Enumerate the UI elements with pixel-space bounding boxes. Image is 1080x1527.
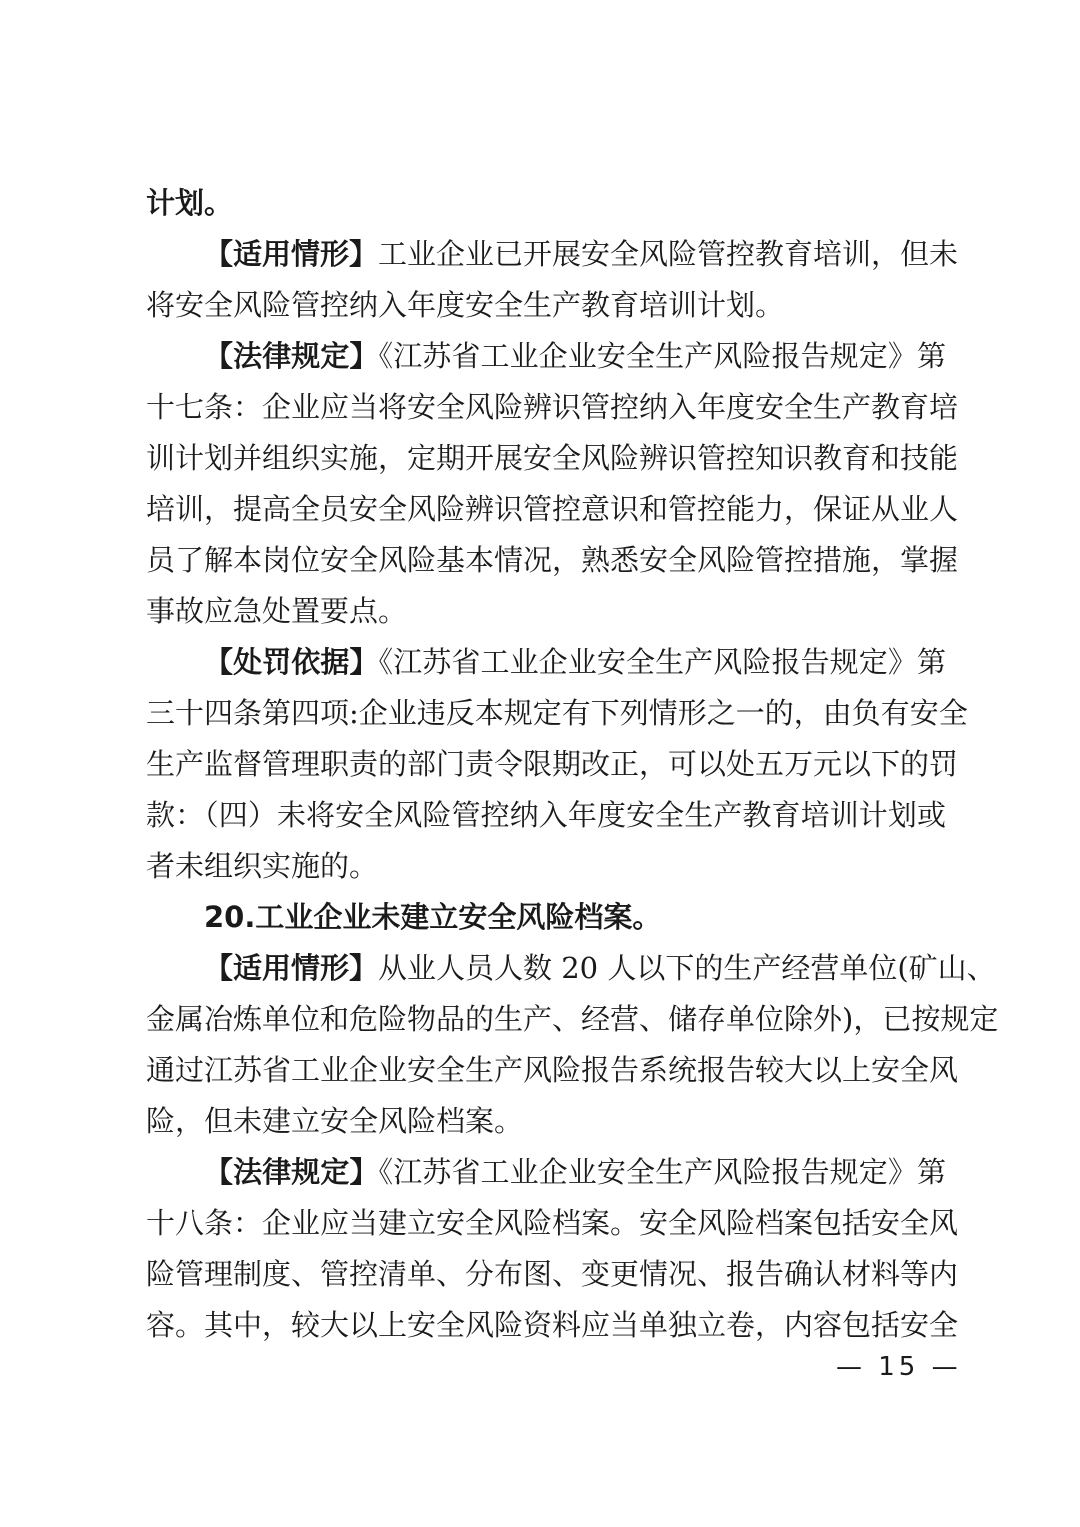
section-tag: 【法律规定】 bbox=[204, 1155, 379, 1189]
text-line bbox=[146, 637, 946, 688]
page-number: — 15 — bbox=[836, 1352, 962, 1382]
text-line: 款：（四）未将安全风险管控纳入年度安全生产教育培训计划或 bbox=[146, 798, 946, 832]
document-body bbox=[146, 178, 999, 1351]
section-tag: 【适用情形】 bbox=[204, 237, 379, 271]
text-line: 者未组织实施的。 bbox=[146, 849, 379, 883]
text-line: 十七条：企业应当将安全风险辨识管控纳入年度安全生产教育培 bbox=[146, 390, 959, 424]
text-line: 将安全风险管控纳入年度安全生产教育培训计划。 bbox=[146, 288, 785, 322]
text-line: 险，但未建立安全风险档案。 bbox=[146, 1104, 524, 1138]
text-line: 三十四条第四项:企业违反本规定有下列情形之一的，由负有安全 bbox=[146, 696, 968, 730]
text-line: 计划。 bbox=[146, 186, 234, 220]
line-text: 《江苏省工业企业安全生产风险报告规定》第 bbox=[378, 339, 946, 373]
text-line bbox=[146, 229, 959, 280]
line-text: 从业人员人数 20 人以下的生产经营单位(矿山、 bbox=[378, 951, 996, 985]
line-text: 《江苏省工业企业安全生产风险报告规定》第 bbox=[378, 645, 946, 679]
line-text: 《江苏省工业企业安全生产风险报告规定》第 bbox=[378, 1155, 946, 1189]
text-line bbox=[146, 331, 946, 382]
section-tag: 【处罚依据】 bbox=[204, 645, 379, 679]
text-line bbox=[146, 943, 996, 994]
section-heading: 20.工业企业未建立安全风险档案。 bbox=[204, 900, 662, 934]
text-line: 十八条：企业应当建立安全风险档案。安全风险档案包括安全风 bbox=[146, 1206, 959, 1240]
text-line: 训计划并组织实施，定期开展安全风险辨识管控知识教育和技能 bbox=[146, 441, 959, 475]
section-tag: 【法律规定】 bbox=[204, 339, 379, 373]
text-line: 生产监督管理职责的部门责令限期改正，可以处五万元以下的罚 bbox=[146, 747, 959, 781]
text-line: 员了解本岗位安全风险基本情况，熟悉安全风险管控措施，掌握 bbox=[146, 543, 959, 577]
line-text: 工业企业已开展安全风险管控教育培训，但未 bbox=[378, 237, 959, 271]
text-line: 培训，提高全员安全风险辨识管控意识和管控能力，保证从业人 bbox=[146, 492, 959, 526]
text-line: 通过江苏省工业企业安全生产风险报告系统报告较大以上安全风 bbox=[146, 1053, 959, 1087]
text-line: 容。其中，较大以上安全风险资料应当单独立卷，内容包括安全 bbox=[146, 1308, 959, 1342]
text-line bbox=[146, 1147, 946, 1198]
section-tag: 【适用情形】 bbox=[204, 951, 379, 985]
text-line: 险管理制度、管控清单、分布图、变更情况、报告确认材料等内 bbox=[146, 1257, 959, 1291]
text-line: 金属冶炼单位和危险物品的生产、经营、储存单位除外)，已按规定 bbox=[146, 1002, 999, 1036]
text-line: 事故应急处置要点。 bbox=[146, 594, 408, 628]
